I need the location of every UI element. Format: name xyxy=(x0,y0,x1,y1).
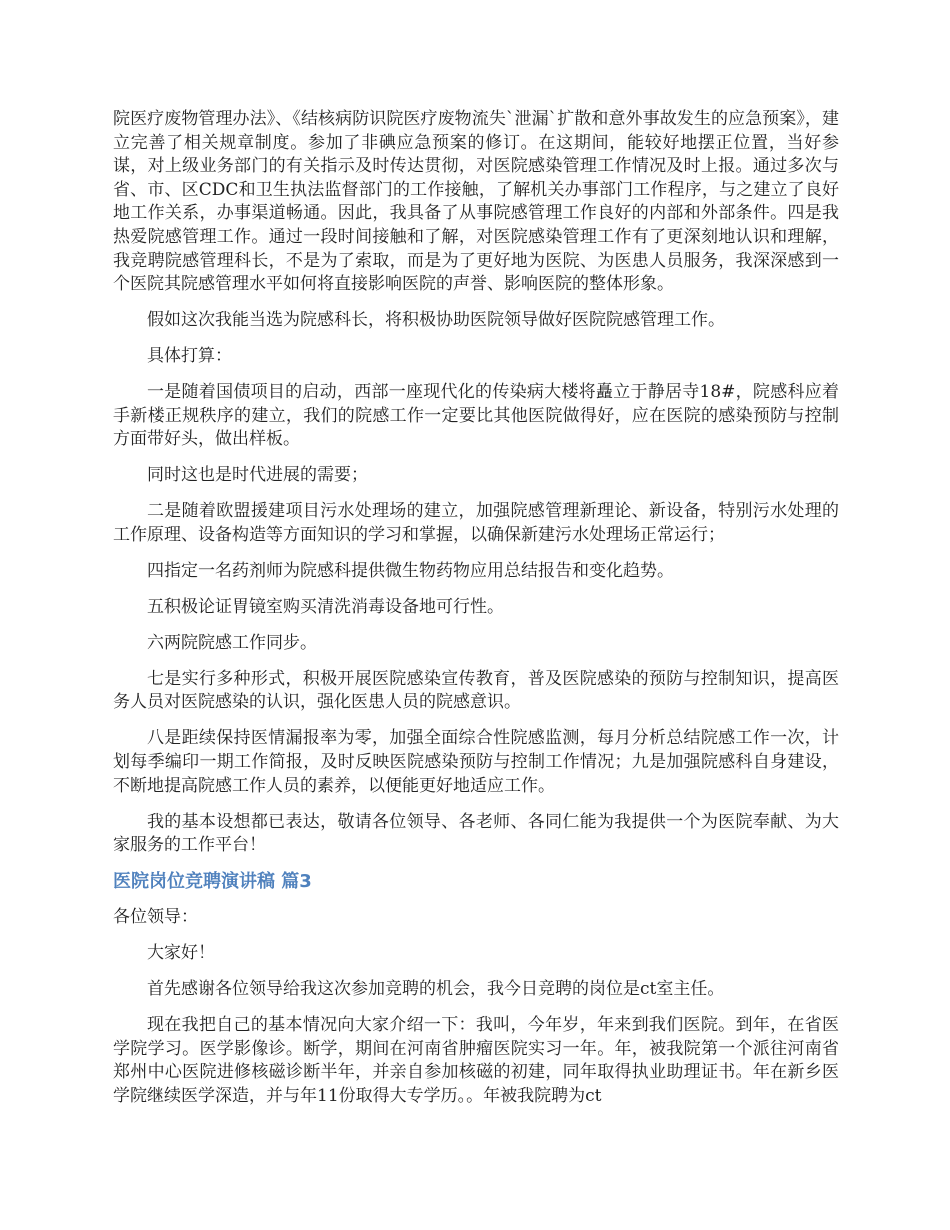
paragraph: 六两院院感工作同步。 xyxy=(147,632,317,653)
paragraph: 八是距续保持医情漏报率为零，加强全面综合性院感监测，每月分析总结院感工作一次，计划每季编印一期工作简报，及时反映医院感染预防与控制工作情况；九是加强院感科自身建设，不断地提高院感工作人员的素养，以便能更好地适应工作。 xyxy=(113,728,839,796)
greeting: 各位领导： xyxy=(113,907,198,928)
paragraph: 院医疗废物管理办法》、《结核病防识院医疗废物流失`泄漏`扩散和意外事故发生的应急预案》，建立完善了相关规章制度。参加了非碘应急预案的修订。在这期间，能较好地摆正位置，当好参谋，对上级业务部门的有关指示及时传达贯彻，对医院感染管理工作情况及时上报。通过多次与省、市、区CDC和卫生执法监督部门的工作接触，了解机关办事部门工作程序，与之建立了良好地工作关系，办事渠道畅通。因此，我具备了从事院感管理工作良好的内部和外部条件。四是我热爱院感管理工作。通过一段时间接触和了解，对医院感染管理工作有了更深刻地认识和理解，我竞聘院感管理科长，不是为了索取，而是为了更好地为医院、为医患人员服务，我深深感到一个医院其院感管理水平如何将直接影响医院的声誉、影响医院的整体形象。 xyxy=(113,109,839,295)
paragraph: 二是随着欧盟援建项目污水处理场的建立，加强院感管理新理论、新设备，特别污水处理的工作原理、设备构造等方面知识的学习和掌握，以确保新建污水处理场正常运行； xyxy=(113,501,839,545)
paragraph: 一是随着国债项目的启动，西部一座现代化的传染病大楼将矗立于静居寺18#，院感科应着手新楼正规秩序的建立，我们的院感工作一定要比其他医院做得好，应在医院的感染预防与控制方面带好头，做出样板。 xyxy=(113,382,839,450)
paragraph: 大家好！ xyxy=(147,943,215,964)
paragraph: 五积极论证胃镜室购买清洗消毒设备地可行性。 xyxy=(147,596,504,617)
paragraph: 具体打算： xyxy=(147,346,232,367)
paragraph: 首先感谢各位领导给我这次参加竞聘的机会，我今日竞聘的岗位是ct室主任。 xyxy=(147,979,725,1000)
paragraph: 四指定一名药剂师为院感科提供微生物药物应用总结报告和变化趋势。 xyxy=(147,560,674,581)
paragraph: 现在我把自己的基本情况向大家介绍一下：我叫，今年岁，年来到我们医院。到年，在省医学院学习。医学影像诊。断学，期间在河南省肿瘤医院实习一年。年，被我院第一个派往河南省郑州中心医院进修核磁诊断半年，并亲自参加核磁的初建，同年取得执业助理证书。年在新乡医学院继续医学深造，并与年11份取得大专学历。。年被我院聘为ct xyxy=(113,1015,839,1106)
document-body xyxy=(113,108,839,1121)
section-heading: 医院岗位竞聘演讲稿 篇3 xyxy=(113,871,312,893)
paragraph: 我的基本设想都已表达，敬请各位领导、各老师、各同仁能为我提供一个为医院奉献、为大家服务的工作平台！ xyxy=(113,811,839,856)
paragraph: 七是实行多种形式，积极开展医院感染宣传教育，普及医院感染的预防与控制知识，提高医务人员对医院感染的认识，强化医患人员的院感意识。 xyxy=(113,668,839,713)
paragraph: 同时这也是时代进展的需要； xyxy=(147,465,368,486)
paragraph: 假如这次我能当选为院感科长，将积极协助医院领导做好医院院感管理工作。 xyxy=(147,310,725,331)
